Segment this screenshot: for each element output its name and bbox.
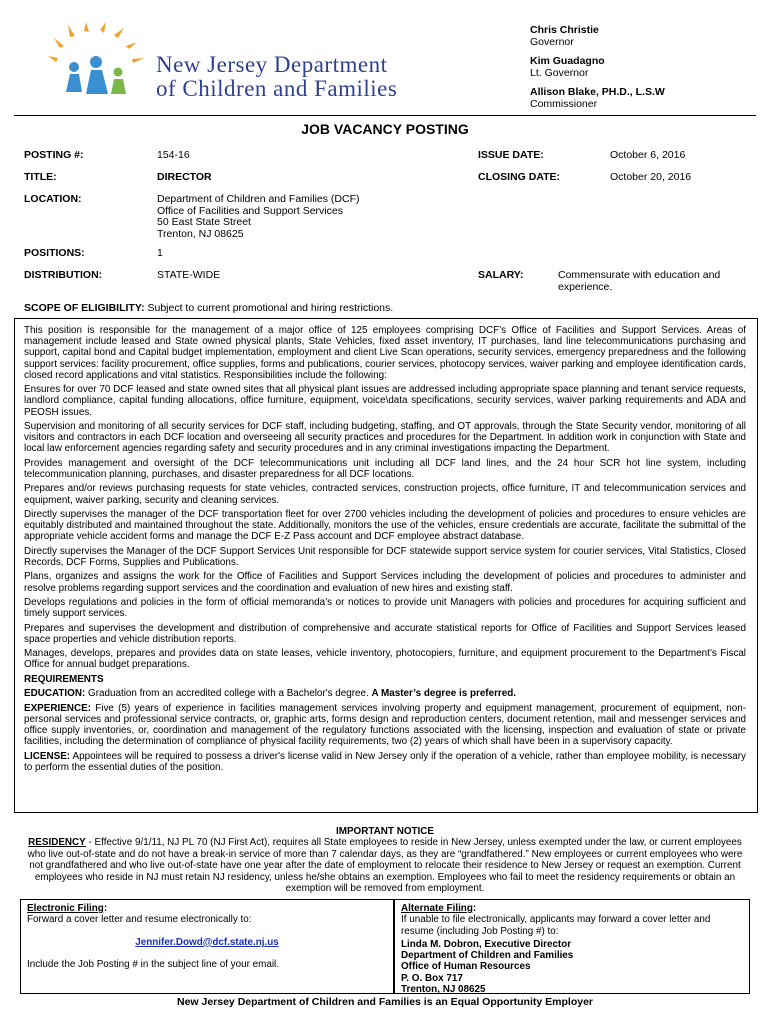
location-address xyxy=(157,194,359,240)
experience-label: EXPERIENCE: xyxy=(24,702,91,714)
job-description xyxy=(24,325,746,776)
closing-date-label: CLOSING DATE: xyxy=(478,171,561,183)
official-name: Chris Christie xyxy=(530,24,599,36)
experience-text: Five (5) years of experience in facilities management services involving property and equipment management, procurement of equipment, non-personal services and professional service contracts, or, graphic arts, forms design and reproduction centers, document retention, mail and messenger services and office supply inventories, or, coordination and management of the regulatory functions associated with the licensing, inspection and evaluation of state or private facilities, including the determination of compliance of physical facility requirements, two (2) years of which shall have been in a supervisory capacity. xyxy=(24,702,746,748)
electronic-filing-note: Include the Job Posting # in the subject line of your email. xyxy=(27,958,279,970)
issue-date-label: ISSUE DATE: xyxy=(478,149,544,161)
scope-label: SCOPE OF ELIGIBILITY: xyxy=(24,302,145,314)
closing-date-value: October 20, 2016 xyxy=(610,171,692,183)
positions-value: 1 xyxy=(157,247,163,259)
address-line: Office of Human Resources xyxy=(401,961,531,973)
official-name: Kim Guadagno xyxy=(530,55,605,67)
salary-label: SALARY: xyxy=(478,269,524,281)
description-paragraph: Manages, develops, prepares and provides data on state leases, vehicle inventory, photocopiers, furniture, and equipment procurement to the Department’s Fiscal Office for annual budget preparations. xyxy=(24,648,746,671)
license-label: LICENSE: xyxy=(24,750,71,762)
description-paragraph: Supervision and monitoring of all security services for DCF staff, including budgeting, staffing, and OT approvals, through the State Security vendor, monitoring of all visitors and contractors in each DCF location and overseeing all security practices and procedures for the Department. In addition work in conjunction with State and local law enforcement agencies regarding safety and security procedures and in any criminal investigations impacting the Department. xyxy=(24,421,746,455)
location-line: Office of Facilities and Support Services xyxy=(157,204,343,217)
divider xyxy=(14,115,756,116)
notice-heading: IMPORTANT NOTICE xyxy=(335,826,434,837)
email-link[interactable]: Jennifer.Dowd@dcf.state.nj.us xyxy=(135,936,279,948)
posting-value: 154-16 xyxy=(157,149,190,161)
description-paragraph: Directly supervises the Manager of the DCF Support Services Unit responsible for DCF statewide support service system for courier services, Vital Statistics, Closed Records, DCF Forms, Supplies and Publications. xyxy=(24,545,746,568)
address-line: Department of Children and Families xyxy=(401,950,574,962)
license-text: Appointees will be required to possess a driver's license valid in New Jersey only if the operation of a vehicle, rather than employee mobility, is necessary to perform the essential duties of the position. xyxy=(24,750,746,773)
official-title: Governor xyxy=(530,36,574,48)
alternate-filing-box xyxy=(394,899,750,994)
scope-of-eligibility xyxy=(24,303,393,315)
official-title: Lt. Governor xyxy=(530,67,589,79)
residency-notice xyxy=(20,837,750,894)
description-paragraph: Provides management and oversight of the DCF telecommunications unit including all DCF land lines, and the 24 hour SCR hot line system, including telecommunication planning, purchases, and disaster preparedness for all DCF locations. xyxy=(24,457,746,480)
address-line: Linda M. Dobron, Executive Director xyxy=(401,938,572,950)
location-label: LOCATION: xyxy=(24,193,82,205)
electronic-filing-text: Forward a cover letter and resume electronically to: xyxy=(27,914,252,926)
alternate-filing-text: If unable to file electronically, applicants may forward a cover letter and resume (including Job Posting #) to: xyxy=(401,914,711,937)
official-title: Commissioner xyxy=(530,98,598,110)
equal-opportunity-footer: New Jersey Department of Children and Families is an Equal Opportunity Employer xyxy=(176,996,593,1008)
location-line: Trenton, NJ 08625 xyxy=(157,227,244,240)
education-label: EDUCATION: xyxy=(24,688,86,700)
experience-requirement xyxy=(24,703,746,748)
important-notice xyxy=(20,826,750,894)
description-paragraph: Directly supervises the manager of the DCF transportation fleet for over 2700 vehicles including the development of policies and procedures to ensure vehicles are equitably distributed and maintained throughout the state. Additionally, monitors the use of the vehicles, ensure credentials are accurate, facilitate the submittal of the appropriate vehicle accident forms and manage the DCF E-Z Pass account and DCF employee abstract database. xyxy=(24,508,746,543)
education-text: Graduation from an accredited college with a Bachelor's degree. xyxy=(88,688,369,700)
dcf-logo xyxy=(46,22,426,102)
page-title: JOB VACANCY POSTING xyxy=(301,121,469,137)
residency-text: - Effective 9/1/11, NJ PL 70 (NJ First Act), requires all State employees to reside in New Jersey, unless exempted under the law, or current employees who live out-of-state and do not have a break-in service of more than 7 calendar days, as they are “grandfathered.” New employees or current employees who were not grandfathered and who live out-of-state have one year after the date of employment to relocate their residence to New Jersey or request an exemption. Current employees who reside in NJ must retain NJ residency, unless he/she obtains an exemption. Employees who fail to meet the residency requirements or obtain an exemption will be removed from employment. xyxy=(27,837,743,895)
mailing-address xyxy=(401,939,743,995)
electronic-filing-title: Electronic Filing xyxy=(27,903,104,914)
license-requirement xyxy=(24,751,746,773)
logo-line-1: New Jersey Department xyxy=(156,52,388,77)
logo-line-2: of Children and Families xyxy=(156,76,398,101)
description-paragraph: This position is responsible for the management of a major office of 125 employees comprising DCF’s Office of Facilities and Support Services. Areas of management include leased and State owned physical plants, State Vehicles, fixed asset inventory, IT purchases, land line telecommunications purchasing and support, capital bond and Capital budget implementation, employment and client Live Scan operations, security services, emergency preparedness and the following support services: facility procurement, office supplies, forms and publications, courier services, photocopy services, waiver parking and employee identification cards, closed record applications and vital statistics. Responsibilities include the following: xyxy=(24,325,746,381)
officials-block xyxy=(530,24,665,117)
distribution-label: DISTRIBUTION: xyxy=(24,269,103,281)
address-line: Trenton, NJ 08625 xyxy=(401,984,486,996)
description-paragraph: Prepares and supervises the development and distribution of comprehensive and accurate statistical reports for Office of Facilities and Support Services leased space properties and vehicle distribution reports. xyxy=(24,622,746,645)
requirements-heading: REQUIREMENTS xyxy=(24,673,104,685)
residency-label: RESIDENCY xyxy=(28,837,86,849)
education-requirement xyxy=(24,688,746,699)
title-label: TITLE: xyxy=(24,171,57,183)
official-name: Allison Blake, PH.D., L.S.W xyxy=(530,86,665,98)
description-paragraph: Plans, organizes and assigns the work for the Office of Facilities and Support Services including the development of policies and procedures to administer and resolve problems regarding support services and the coordination and evaluation of new hires and existing staff. xyxy=(24,571,746,594)
description-paragraph: Ensures for over 70 DCF leased and state owned sites that all physical plant issues are addressed including appropriate space planning and tenant service requests, landlord compliance, capital funding allocations, office furniture, equipment, voice\data specifications, security services, waiver parking requirements and ADA and PEOSH issues. xyxy=(24,384,746,418)
scope-value: Subject to current promotional and hiring restrictions. xyxy=(147,302,394,314)
salary-value: Commensurate with education and experience. xyxy=(558,269,721,293)
issue-date-value: October 6, 2016 xyxy=(610,149,686,161)
location-line: Department of Children and Families (DCF) xyxy=(157,193,360,205)
electronic-filing-heading: Electronic Filing: xyxy=(27,903,108,914)
description-paragraph: Develops regulations and policies in the form of official memoranda’s or notices to provide unit Managers with policies and procedures for acquiring sufficient and timely support services. xyxy=(24,596,746,620)
distribution-value: STATE-WIDE xyxy=(157,269,221,281)
positions-label: POSITIONS: xyxy=(24,247,85,259)
alternate-filing-title: Alternate Filing xyxy=(401,903,473,914)
title-value: DIRECTOR xyxy=(157,171,212,183)
description-paragraph: Prepares and/or reviews purchasing requests for state vehicles, contracted services, construction projects, office furniture, IT and telecommunication services and equipment, waiver parking, security and cleaning services. xyxy=(24,483,746,506)
alternate-filing-heading: Alternate Filing: xyxy=(401,903,477,914)
posting-label: POSTING #: xyxy=(24,149,84,161)
address-line: P. O. Box 717 xyxy=(401,972,463,984)
education-preferred: A Master’s degree is preferred. xyxy=(371,688,517,700)
location-line: 50 East State Street xyxy=(157,216,251,228)
electronic-filing-box xyxy=(20,899,394,994)
sun-family-icon xyxy=(46,22,156,102)
